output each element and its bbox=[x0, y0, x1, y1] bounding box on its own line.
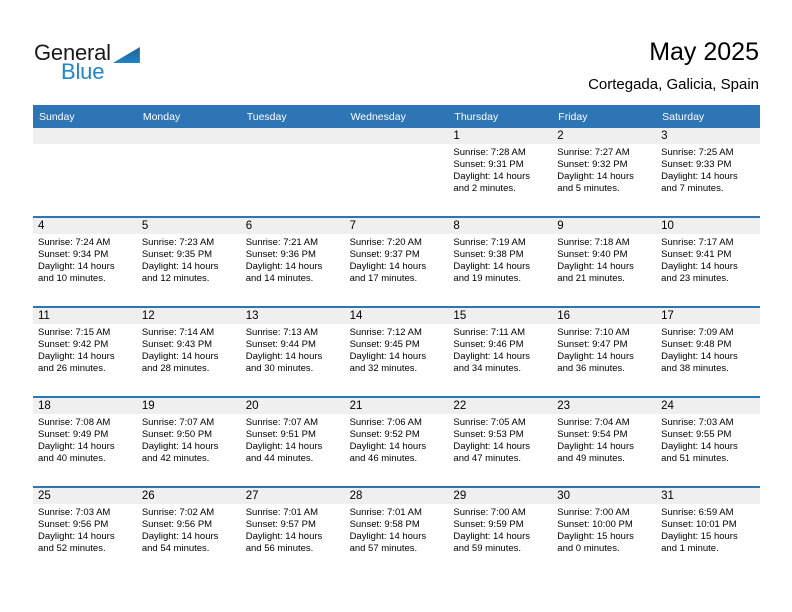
sunset-text: Sunset: 9:35 PM bbox=[141, 248, 213, 260]
day-number: 19 bbox=[141, 400, 155, 412]
weekday-header-thursday: Thursday bbox=[454, 110, 499, 123]
day-number: 9 bbox=[557, 220, 564, 232]
sunrise-text: Sunrise: 7:05 AM bbox=[453, 417, 526, 428]
daylight-text: Daylight: 14 hours bbox=[141, 260, 219, 272]
title-block bbox=[588, 38, 759, 93]
sunrise-text: Sunrise: 7:01 AM bbox=[245, 507, 319, 518]
weekday-header-monday: Monday bbox=[142, 110, 181, 123]
sunset-text: Sunset: 9:47 PM bbox=[557, 338, 628, 350]
sunrise-text: Sunrise: 7:00 AM bbox=[557, 507, 630, 518]
sunrise-text: Sunrise: 7:21 AM bbox=[245, 237, 319, 248]
sunrise-text: Sunrise: 7:14 AM bbox=[141, 327, 215, 338]
sunset-text: Sunset: 9:53 PM bbox=[453, 428, 524, 440]
daylight-text: Daylight: 14 hours bbox=[661, 440, 738, 452]
day-details-row bbox=[33, 234, 760, 306]
sunrise-text: Sunrise: 7:04 AM bbox=[557, 417, 630, 428]
sunset-text: Sunset: 9:45 PM bbox=[349, 338, 420, 350]
daylight-text-cont: and 10 minutes. bbox=[38, 272, 106, 284]
day-number-empty bbox=[33, 128, 137, 144]
sunset-text: Sunset: 9:46 PM bbox=[453, 338, 524, 350]
sunrise-text: Sunrise: 7:25 AM bbox=[661, 147, 734, 158]
sunrise-text: Sunrise: 7:07 AM bbox=[141, 417, 215, 428]
day-cell bbox=[345, 324, 449, 396]
daylight-text-cont: and 32 minutes. bbox=[349, 362, 418, 374]
sunset-text: Sunset: 9:32 PM bbox=[557, 158, 628, 170]
daylight-text-cont: and 46 minutes. bbox=[349, 452, 418, 464]
day-number-band bbox=[33, 398, 760, 414]
sunrise-text: Sunrise: 7:19 AM bbox=[453, 237, 526, 248]
daylight-text: Daylight: 14 hours bbox=[245, 260, 323, 272]
day-number: 2 bbox=[557, 130, 564, 142]
logo-text-blue: Blue bbox=[61, 59, 105, 84]
day-cell bbox=[656, 324, 760, 396]
day-cell bbox=[656, 234, 760, 306]
daylight-text: Daylight: 14 hours bbox=[245, 530, 323, 542]
day-number: 27 bbox=[245, 490, 259, 502]
day-details-row bbox=[33, 504, 760, 576]
daylight-text-cont: and 28 minutes. bbox=[141, 362, 210, 374]
sunrise-text: Sunrise: 7:24 AM bbox=[38, 237, 111, 248]
day-number: 23 bbox=[557, 400, 571, 412]
sunrise-text: Sunrise: 7:08 AM bbox=[38, 417, 111, 428]
day-number: 24 bbox=[661, 400, 674, 412]
sunset-text: Sunset: 9:58 PM bbox=[349, 518, 420, 530]
day-cell-empty bbox=[137, 144, 241, 216]
day-number: 31 bbox=[661, 490, 674, 502]
daylight-text-cont: and 38 minutes. bbox=[661, 362, 729, 374]
daylight-text-cont: and 56 minutes. bbox=[245, 542, 314, 554]
daylight-text: Daylight: 14 hours bbox=[557, 350, 634, 362]
daylight-text-cont: and 42 minutes. bbox=[141, 452, 210, 464]
day-cell bbox=[552, 324, 656, 396]
weekday-header-friday: Friday bbox=[558, 110, 588, 123]
daylight-text: Daylight: 14 hours bbox=[453, 440, 530, 452]
daylight-text-cont: and 23 minutes. bbox=[661, 272, 729, 284]
day-cell bbox=[137, 504, 241, 576]
daylight-text: Daylight: 14 hours bbox=[661, 350, 738, 362]
daylight-text: Daylight: 14 hours bbox=[557, 260, 634, 272]
day-number: 22 bbox=[453, 400, 467, 412]
day-cell bbox=[448, 144, 552, 216]
day-cell bbox=[345, 504, 449, 576]
day-cell bbox=[656, 144, 760, 216]
weekday-header-row bbox=[33, 105, 760, 128]
day-cell bbox=[33, 414, 137, 486]
day-cell bbox=[241, 414, 345, 486]
daylight-text-cont: and 17 minutes. bbox=[349, 272, 418, 284]
day-cell bbox=[552, 144, 656, 216]
daylight-text: Daylight: 14 hours bbox=[38, 440, 115, 452]
sunset-text: Sunset: 9:36 PM bbox=[245, 248, 316, 260]
daylight-text-cont: and 0 minutes. bbox=[557, 542, 620, 554]
sunrise-text: Sunrise: 7:09 AM bbox=[661, 327, 734, 338]
sunrise-text: Sunrise: 6:59 AM bbox=[661, 507, 734, 518]
sunset-text: Sunset: 9:57 PM bbox=[245, 518, 316, 530]
day-number-band bbox=[33, 218, 760, 234]
day-cell-empty bbox=[33, 144, 137, 216]
day-number: 7 bbox=[349, 220, 356, 232]
daylight-text: Daylight: 14 hours bbox=[245, 440, 323, 452]
daylight-text-cont: and 7 minutes. bbox=[661, 182, 724, 194]
daylight-text: Daylight: 14 hours bbox=[141, 530, 219, 542]
daylight-text: Daylight: 14 hours bbox=[245, 350, 323, 362]
sunset-text: Sunset: 9:56 PM bbox=[141, 518, 213, 530]
sunset-text: Sunset: 9:37 PM bbox=[349, 248, 420, 260]
sunrise-text: Sunrise: 7:00 AM bbox=[453, 507, 526, 518]
day-number: 5 bbox=[141, 220, 149, 232]
day-number: 15 bbox=[453, 310, 467, 322]
day-cell bbox=[552, 414, 656, 486]
daylight-text: Daylight: 14 hours bbox=[453, 530, 530, 542]
day-number-empty bbox=[137, 128, 241, 144]
daylight-text: Daylight: 15 hours bbox=[557, 530, 634, 542]
day-cell bbox=[33, 234, 137, 306]
day-cell bbox=[345, 234, 449, 306]
month-title: May 2025 bbox=[649, 38, 759, 66]
day-cell bbox=[656, 414, 760, 486]
sunrise-text: Sunrise: 7:23 AM bbox=[141, 237, 215, 248]
day-details-row bbox=[33, 414, 760, 486]
day-number: 30 bbox=[557, 490, 571, 502]
daylight-text: Daylight: 14 hours bbox=[557, 170, 634, 182]
sunset-text: Sunset: 9:50 PM bbox=[141, 428, 213, 440]
sunrise-text: Sunrise: 7:12 AM bbox=[349, 327, 422, 338]
day-cell bbox=[241, 504, 345, 576]
sunset-text: Sunset: 9:41 PM bbox=[661, 248, 732, 260]
sunrise-text: Sunrise: 7:11 AM bbox=[453, 327, 526, 338]
day-cell bbox=[552, 504, 656, 576]
day-number: 4 bbox=[38, 220, 45, 232]
sunset-text: Sunset: 9:51 PM bbox=[245, 428, 316, 440]
sunrise-text: Sunrise: 7:18 AM bbox=[557, 237, 630, 248]
logo-triangle-icon bbox=[113, 47, 140, 63]
daylight-text: Daylight: 14 hours bbox=[38, 530, 115, 542]
day-number-empty bbox=[241, 128, 345, 144]
daylight-text-cont: and 1 minute. bbox=[661, 542, 719, 554]
sunset-text: Sunset: 9:40 PM bbox=[557, 248, 628, 260]
daylight-text-cont: and 34 minutes. bbox=[453, 362, 522, 374]
sunrise-text: Sunrise: 7:10 AM bbox=[557, 327, 630, 338]
day-cell bbox=[552, 234, 656, 306]
sunset-text: Sunset: 9:49 PM bbox=[38, 428, 109, 440]
week-row bbox=[33, 216, 760, 306]
day-cell bbox=[241, 324, 345, 396]
weekday-header-tuesday: Tuesday bbox=[246, 110, 287, 123]
sunrise-text: Sunrise: 7:07 AM bbox=[245, 417, 319, 428]
day-number: 3 bbox=[661, 130, 668, 142]
day-cell bbox=[137, 414, 241, 486]
sunset-text: Sunset: 9:33 PM bbox=[661, 158, 732, 170]
daylight-text-cont: and 30 minutes. bbox=[245, 362, 314, 374]
day-number: 16 bbox=[557, 310, 571, 322]
sunset-text: Sunset: 9:48 PM bbox=[661, 338, 732, 350]
daylight-text-cont: and 14 minutes. bbox=[245, 272, 314, 284]
sunrise-text: Sunrise: 7:03 AM bbox=[661, 417, 734, 428]
day-cell bbox=[448, 504, 552, 576]
daylight-text: Daylight: 14 hours bbox=[453, 170, 530, 182]
sunrise-text: Sunrise: 7:03 AM bbox=[38, 507, 111, 518]
day-number: 1 bbox=[453, 130, 460, 142]
day-cell bbox=[448, 234, 552, 306]
daylight-text-cont: and 44 minutes. bbox=[245, 452, 314, 464]
sunrise-text: Sunrise: 7:27 AM bbox=[557, 147, 630, 158]
sunrise-text: Sunrise: 7:20 AM bbox=[349, 237, 422, 248]
day-number-band bbox=[33, 308, 760, 324]
sunset-text: Sunset: 9:43 PM bbox=[141, 338, 213, 350]
daylight-text: Daylight: 14 hours bbox=[141, 440, 219, 452]
daylight-text: Daylight: 14 hours bbox=[557, 440, 634, 452]
daylight-text-cont: and 51 minutes. bbox=[661, 452, 729, 464]
week-row bbox=[33, 486, 760, 576]
daylight-text-cont: and 21 minutes. bbox=[557, 272, 625, 284]
day-number: 14 bbox=[349, 310, 363, 322]
daylight-text-cont: and 49 minutes. bbox=[557, 452, 625, 464]
calendar-weeks bbox=[33, 128, 760, 576]
sunset-text: Sunset: 9:31 PM bbox=[453, 158, 524, 170]
day-number: 10 bbox=[661, 220, 674, 232]
daylight-text-cont: and 54 minutes. bbox=[141, 542, 210, 554]
daylight-text-cont: and 36 minutes. bbox=[557, 362, 625, 374]
daylight-text: Daylight: 14 hours bbox=[349, 260, 427, 272]
sunset-text: Sunset: 9:42 PM bbox=[38, 338, 109, 350]
sunset-text: Sunset: 9:34 PM bbox=[38, 248, 109, 260]
daylight-text-cont: and 12 minutes. bbox=[141, 272, 210, 284]
daylight-text: Daylight: 14 hours bbox=[38, 350, 115, 362]
day-cell bbox=[345, 414, 449, 486]
daylight-text: Daylight: 14 hours bbox=[38, 260, 115, 272]
daylight-text: Daylight: 14 hours bbox=[141, 350, 219, 362]
sunrise-text: Sunrise: 7:06 AM bbox=[349, 417, 422, 428]
day-details-row bbox=[33, 144, 760, 216]
day-number: 12 bbox=[141, 310, 155, 322]
daylight-text: Daylight: 14 hours bbox=[349, 530, 427, 542]
daylight-text: Daylight: 14 hours bbox=[453, 260, 530, 272]
daylight-text-cont: and 57 minutes. bbox=[349, 542, 418, 554]
day-number: 29 bbox=[453, 490, 467, 502]
sunrise-text: Sunrise: 7:28 AM bbox=[453, 147, 526, 158]
day-number: 11 bbox=[38, 310, 50, 322]
day-cell bbox=[33, 504, 137, 576]
day-cell bbox=[448, 324, 552, 396]
day-cell-empty bbox=[241, 144, 345, 216]
day-number: 6 bbox=[245, 220, 253, 232]
weekday-header-sunday: Sunday bbox=[39, 110, 75, 123]
weekday-header-wednesday: Wednesday bbox=[350, 110, 406, 123]
daylight-text-cont: and 52 minutes. bbox=[38, 542, 106, 554]
day-number: 21 bbox=[349, 400, 363, 412]
calendar-table bbox=[33, 105, 760, 576]
sunset-text: Sunset: 9:54 PM bbox=[557, 428, 628, 440]
daylight-text: Daylight: 15 hours bbox=[661, 530, 738, 542]
daylight-text-cont: and 40 minutes. bbox=[38, 452, 106, 464]
day-number: 17 bbox=[661, 310, 674, 322]
sunset-text: Sunset: 9:56 PM bbox=[38, 518, 109, 530]
sunset-text: Sunset: 9:38 PM bbox=[453, 248, 524, 260]
sunrise-text: Sunrise: 7:01 AM bbox=[349, 507, 422, 518]
sunrise-text: Sunrise: 7:13 AM bbox=[245, 327, 319, 338]
daylight-text-cont: and 5 minutes. bbox=[557, 182, 620, 194]
sunset-text: Sunset: 10:00 PM bbox=[557, 518, 633, 530]
sunset-text: Sunset: 9:55 PM bbox=[661, 428, 732, 440]
week-row bbox=[33, 128, 760, 216]
sunrise-text: Sunrise: 7:15 AM bbox=[38, 327, 111, 338]
daylight-text: Daylight: 14 hours bbox=[661, 260, 738, 272]
daylight-text-cont: and 19 minutes. bbox=[453, 272, 522, 284]
daylight-text-cont: and 47 minutes. bbox=[453, 452, 522, 464]
weekday-header-saturday: Saturday bbox=[662, 110, 705, 123]
day-number: 18 bbox=[38, 400, 51, 412]
day-number: 8 bbox=[453, 220, 460, 232]
day-cell bbox=[137, 234, 241, 306]
day-number: 28 bbox=[349, 490, 363, 502]
daylight-text-cont: and 2 minutes. bbox=[453, 182, 516, 194]
day-cell bbox=[33, 324, 137, 396]
day-number: 20 bbox=[245, 400, 259, 412]
sunrise-text: Sunrise: 7:02 AM bbox=[141, 507, 215, 518]
day-number: 13 bbox=[245, 310, 259, 322]
daylight-text-cont: and 26 minutes. bbox=[38, 362, 106, 374]
daylight-text: Daylight: 14 hours bbox=[349, 440, 427, 452]
day-cell-empty bbox=[345, 144, 449, 216]
day-number-empty bbox=[345, 128, 449, 144]
day-cell bbox=[241, 234, 345, 306]
sunset-text: Sunset: 10:01 PM bbox=[661, 518, 737, 530]
sunrise-text: Sunrise: 7:17 AM bbox=[661, 237, 734, 248]
sunset-text: Sunset: 9:52 PM bbox=[349, 428, 420, 440]
location-subtitle: Cortegada, Galicia, Spain bbox=[588, 76, 759, 93]
daylight-text-cont: and 59 minutes. bbox=[453, 542, 522, 554]
week-row bbox=[33, 306, 760, 396]
general-blue-logo bbox=[34, 42, 140, 83]
day-cell bbox=[448, 414, 552, 486]
day-cell bbox=[656, 504, 760, 576]
daylight-text: Daylight: 14 hours bbox=[661, 170, 738, 182]
daylight-text: Daylight: 14 hours bbox=[453, 350, 530, 362]
day-number: 26 bbox=[141, 490, 155, 502]
day-cell bbox=[137, 324, 241, 396]
sunset-text: Sunset: 9:59 PM bbox=[453, 518, 524, 530]
day-details-row bbox=[33, 324, 760, 396]
day-number: 25 bbox=[38, 490, 51, 502]
daylight-text: Daylight: 14 hours bbox=[349, 350, 427, 362]
day-number-band bbox=[33, 488, 760, 504]
day-number-band bbox=[33, 128, 760, 144]
sunset-text: Sunset: 9:44 PM bbox=[245, 338, 316, 350]
logo-text-general: General bbox=[34, 40, 111, 65]
week-row bbox=[33, 396, 760, 486]
